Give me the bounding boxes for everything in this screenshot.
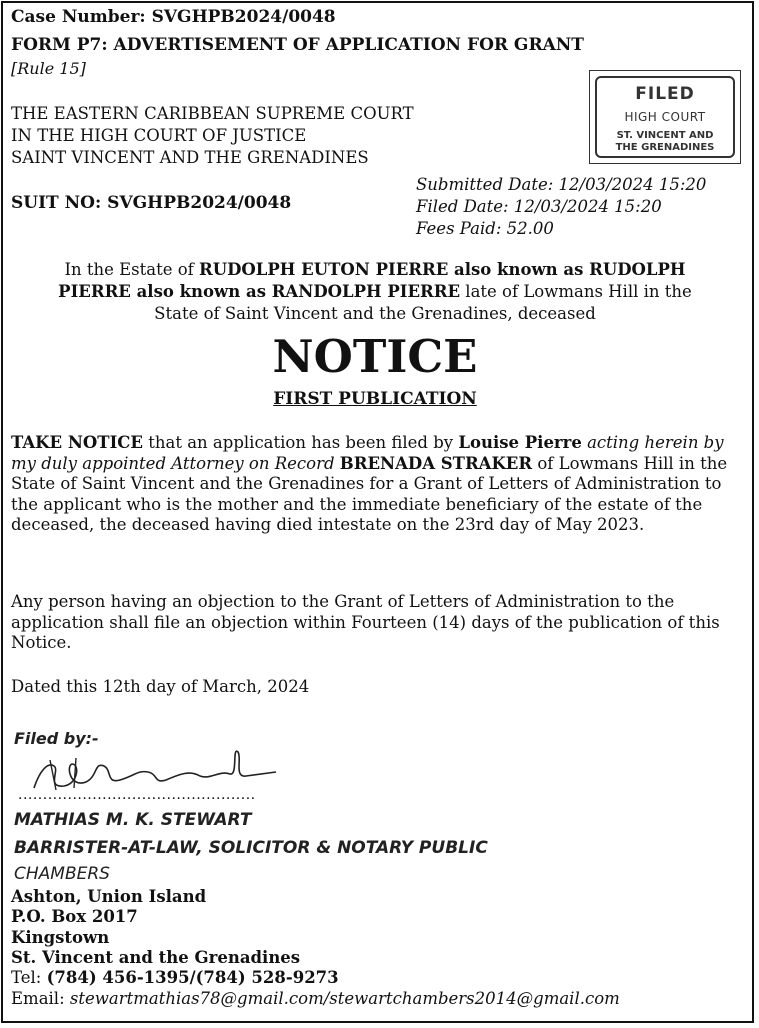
notice-paragraph-1 — [11, 433, 741, 536]
p1-c: of Lowmans Hill in the State of Saint Vincent and the Grenadines for a Grant of Letters of Administration to the applicant who is the mother and the immediate beneficiary of the estate of the deceased, the deceased having died intestate on the 23rd day of May 2023. — [11, 453, 728, 535]
filed-stamp — [589, 70, 741, 164]
estate-suffix: late of Lowmans Hill in the — [460, 282, 692, 301]
case-number: Case Number: SVGHPB2024/0048 — [11, 7, 336, 27]
p1-a: that an application has been filed by — [143, 433, 459, 452]
fees-paid: Fees Paid: 52.00 — [416, 219, 554, 238]
attorney-name: BRENADA STRAKER — [339, 453, 533, 473]
chambers-label: CHAMBERS — [14, 864, 110, 884]
stamp-line-2: THE GRENADINES — [615, 142, 715, 153]
court-line-1: THE EASTERN CARIBBEAN SUPREME COURT — [11, 104, 414, 123]
notice-subtitle: FIRST PUBLICATION — [273, 389, 477, 409]
estate-prefix: In the Estate of — [64, 260, 200, 279]
notice-paragraph-2: Any person having an objection to the Grant of Letters of Administration to the application shall file an objection within Fourteen (14) days of the publication of this Notice. — [11, 592, 720, 653]
telephone-numbers: (784) 456-1395/(784) 528-9273 — [46, 968, 339, 987]
form-title: FORM P7: ADVERTISEMENT OF APPLICATION FOR GRANT — [11, 35, 584, 55]
signatory-title: BARRISTER-AT-LAW, SOLICITOR & NOTARY PUBLIC — [14, 838, 488, 858]
telephone-line — [11, 968, 339, 988]
address-line-2: P.O. Box 2017 — [11, 907, 138, 926]
estate-paragraph — [10, 259, 740, 325]
submitted-date: Submitted Date: 12/03/2024 15:20 — [416, 175, 707, 194]
email-addresses[interactable]: stewartmathias78@gmail.com/stewartchambers2014@gmail.com — [69, 989, 620, 1008]
applicant-name: Louise Pierre — [458, 433, 582, 452]
stamp-line-1: ST. VINCENT AND — [616, 130, 714, 141]
filed-by-label: Filed by:- — [14, 729, 99, 748]
court-line-3: SAINT VINCENT AND THE GRENADINES — [11, 148, 369, 167]
address-line-3: Kingstown — [11, 928, 110, 947]
filed-date: Filed Date: 12/03/2024 15:20 — [416, 197, 662, 216]
signatory-name: MATHIAS M. K. STEWART — [14, 810, 252, 830]
take-notice: TAKE NOTICE — [11, 433, 143, 452]
address-line-1: Ashton, Union Island — [11, 887, 207, 906]
deceased-name-1: RUDOLPH EUTON PIERRE also known as RUDOLPH — [199, 260, 686, 279]
stamp-filed: FILED — [635, 84, 695, 104]
stamp-court: HIGH COURT — [624, 110, 706, 124]
court-line-2: IN THE HIGH COURT OF JUSTICE — [11, 126, 307, 145]
notice-title: NOTICE — [272, 330, 478, 383]
estate-line-3: State of Saint Vincent and the Grenadines, deceased — [154, 304, 596, 323]
rule-reference: [Rule 15] — [11, 59, 86, 78]
address-line-4: St. Vincent and the Grenadines — [11, 948, 301, 967]
email-line — [11, 989, 620, 1009]
p1-b: acting herein by my duly appointed Attorney on Record — [11, 433, 724, 473]
deceased-name-2: PIERRE also known as RANDOLPH PIERRE — [58, 282, 461, 301]
tel-label: Tel: — [11, 968, 47, 987]
dated-line: Dated this 12th day of March, 2024 — [11, 677, 310, 696]
signature-dotted-line: ................................................ — [18, 787, 256, 803]
email-label: Email: — [11, 989, 70, 1008]
suit-number: SUIT NO: SVGHPB2024/0048 — [11, 193, 292, 213]
